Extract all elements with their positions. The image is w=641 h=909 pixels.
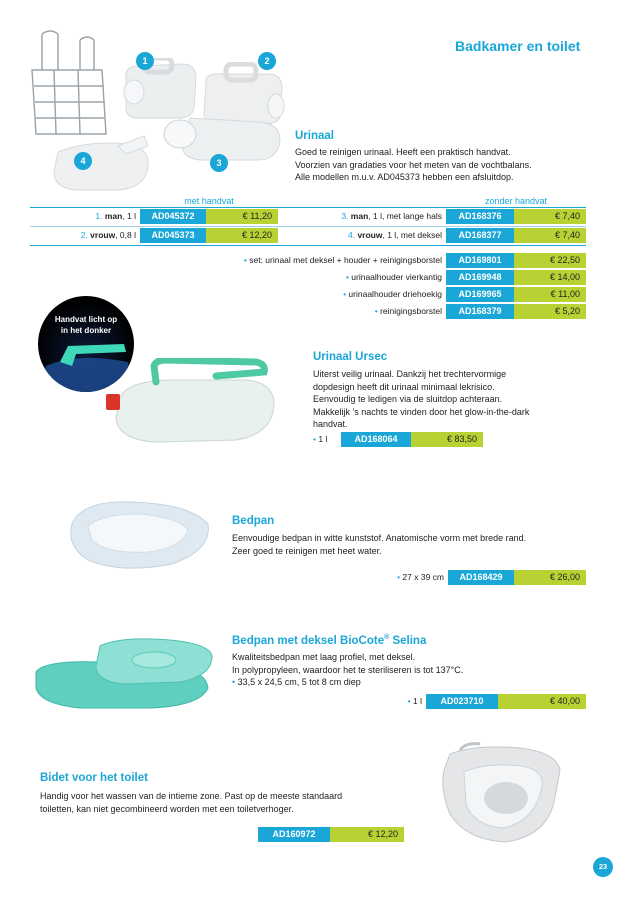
header-met-handvat: met handvat — [184, 196, 234, 206]
product-code: AD168376 — [446, 209, 514, 224]
product-price: € 5,20 — [514, 304, 586, 319]
row-label: • urinaalhouder vierkantig — [345, 272, 442, 282]
product-price: € 12,20 — [206, 228, 278, 243]
urinaal-description: Goed te reinigen urinaal. Heeft een praktisch handvat. Voorzien van gradaties voor het meten van de vochtbalans. Alle modellen m.u.v. AD045373 hebben een afsluitdop. — [295, 147, 532, 182]
bidet-illustration — [436, 740, 566, 846]
table-row — [150, 304, 586, 319]
product-price: € 26,00 — [514, 570, 586, 585]
product-code: AD045372 — [140, 209, 206, 224]
product-code: AD169948 — [446, 270, 514, 285]
ursec-title: Urinaal Ursec — [313, 351, 388, 363]
product-code: AD045373 — [140, 228, 206, 243]
table-row — [290, 209, 586, 224]
table-row — [30, 228, 278, 243]
product-code: AD169965 — [446, 287, 514, 302]
product-price: € 11,20 — [206, 209, 278, 224]
table-separator-middle — [30, 226, 586, 227]
page-number-badge — [593, 857, 613, 877]
product-code: AD169801 — [446, 253, 514, 268]
selina-bedpan-illustration — [30, 632, 220, 712]
product-price: € 83,50 — [411, 432, 483, 447]
row-label: • 1 l — [407, 696, 422, 706]
bedpan-title: Bedpan — [232, 515, 275, 527]
badge-4: 4 — [74, 152, 92, 170]
row-label: • reinigingsborstel — [374, 306, 442, 316]
row-label: 3. man, 1 l, met lange hals — [341, 211, 442, 221]
page-number: 23 — [598, 862, 608, 871]
product-price: € 7,40 — [514, 228, 586, 243]
bidet-title: Bidet voor het toilet — [40, 772, 148, 784]
table-separator-top — [30, 207, 586, 208]
product-code: AD168377 — [446, 228, 514, 243]
product-code: AD168064 — [341, 432, 411, 447]
product-price: € 12,20 — [330, 827, 404, 842]
header-zonder-handvat: zonder handvat — [484, 196, 548, 206]
product-code: AD168379 — [446, 304, 514, 319]
table-row — [30, 209, 278, 224]
ursec-urinal-illustration — [96, 358, 296, 448]
badge-2: 2 — [258, 52, 276, 70]
product-code: AD168429 — [448, 570, 514, 585]
bidet-description: Handig voor het wassen van de intieme zone. Past op de meeste standaard toiletten, kan niet gecombineerd worden met een toiletverhoger. — [40, 791, 343, 814]
product-price: € 7,40 — [514, 209, 586, 224]
row-label: 4. vrouw, 1 l, met deksel — [347, 230, 442, 240]
bedpan-description: Eenvoudige bedpan in witte kunststof. Anatomische vorm met brede rand. Zeer goed te reinigen met heet water. — [232, 533, 527, 556]
row-label: 1. man, 1 l — [95, 211, 136, 221]
glow-label: Handvat licht op in het donker — [54, 315, 118, 335]
selina-description: Kwaliteitsbedpan met laag profiel, met deksel. In polypropyleen, waardoor het te steriliseren is tot 137°C. • 33,5 x 24,5 cm, 5 tot 8 cm diep — [232, 652, 464, 687]
page-title: Badkamer en toilet — [455, 38, 581, 54]
row-label: • 1 l — [313, 434, 328, 444]
table-row — [290, 228, 586, 243]
product-price: € 22,50 — [514, 253, 586, 268]
bedpan-illustration — [62, 494, 214, 574]
ursec-description: Uiterst veilig urinaal. Dankzij het trechtervormige dopdesign heeft dit urinaal minimaal lekrisico. Eenvoudig te ledigen via de sluitdop achteraan. Makkelijk 's nachts te vinden door het glow-in-the-dark handvat. — [313, 369, 530, 429]
urinal-holder-wire-illustration — [28, 30, 110, 142]
table-row — [380, 570, 586, 585]
product-code: AD160972 — [258, 827, 330, 842]
badge-3: 3 — [210, 154, 228, 172]
row-label: • set: urinaal met deksel + houder + reinigingsborstel — [243, 255, 442, 265]
row-label: • urinaalhouder driehoekig — [343, 289, 442, 299]
table-row — [313, 432, 483, 447]
table-row — [150, 270, 586, 285]
product-price: € 14,00 — [514, 270, 586, 285]
urinaal-title: Urinaal — [295, 130, 334, 142]
product-code: AD023710 — [426, 694, 498, 709]
product-price: € 40,00 — [498, 694, 586, 709]
table-row — [258, 827, 404, 842]
row-label: 2. vrouw, 0,8 l — [80, 230, 136, 240]
table-row — [150, 253, 586, 268]
badge-1: 1 — [136, 52, 154, 70]
table-separator-bottom — [30, 245, 586, 246]
table-row — [150, 287, 586, 302]
product-price: € 11,00 — [514, 287, 586, 302]
row-label: • 27 x 39 cm — [397, 572, 444, 582]
table-row — [380, 694, 586, 709]
urinal-4-illustration — [48, 132, 154, 194]
selina-title: Bedpan met deksel BioCote® Selina — [232, 634, 427, 647]
